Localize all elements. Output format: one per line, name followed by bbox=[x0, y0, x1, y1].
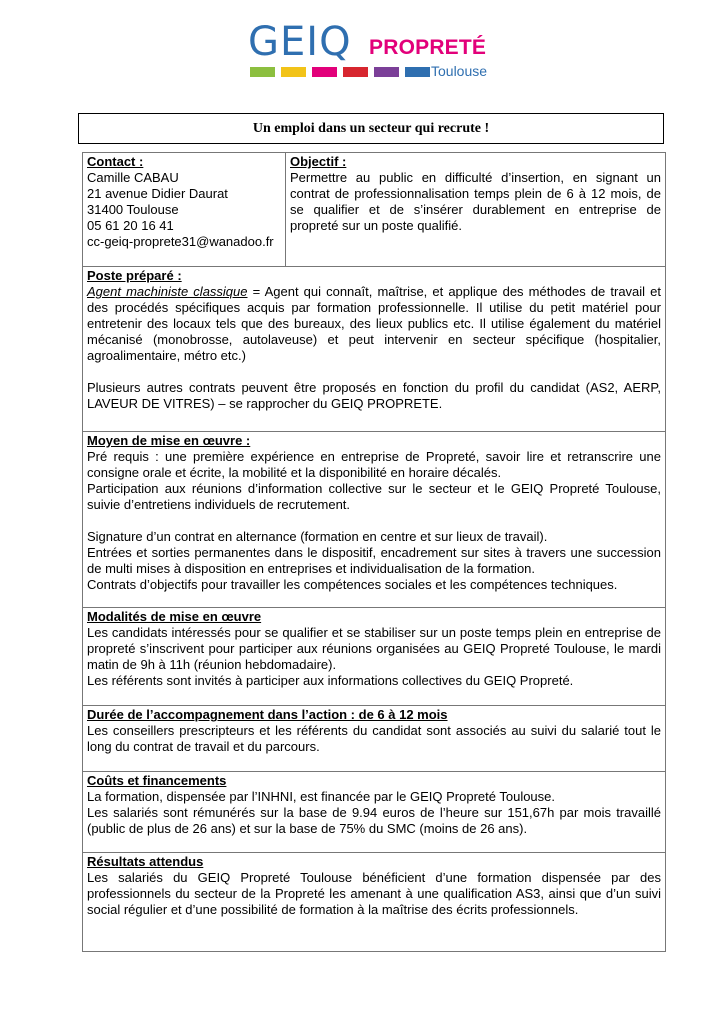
logo-bar bbox=[281, 67, 306, 77]
duration-row bbox=[83, 706, 665, 772]
costs-cell bbox=[83, 772, 665, 837]
position-row bbox=[83, 267, 665, 432]
position-cell bbox=[83, 267, 665, 412]
logo-bar bbox=[312, 67, 337, 77]
logo-bar bbox=[405, 67, 430, 77]
position-text bbox=[87, 284, 661, 364]
means-row bbox=[83, 432, 665, 608]
logo-bar bbox=[250, 67, 275, 77]
means-paragraph: Contrats d’objectifs pour travailler les compétences sociales et les compétences techniques. bbox=[87, 577, 618, 592]
logo-color-bars bbox=[250, 67, 430, 77]
contact-name: Camille CABAU bbox=[87, 170, 179, 185]
geiq-logo bbox=[248, 19, 488, 84]
contact-address-line2: 31400 Toulouse bbox=[87, 202, 179, 217]
title-box bbox=[78, 113, 664, 144]
results-heading: Résultats attendus bbox=[87, 854, 204, 869]
duration-cell bbox=[83, 706, 665, 755]
position-other-contracts: Plusieurs autres contrats peuvent être proposés en fonction du profil du candidat (AS2, AERP, LAVEUR DE VITRES) – se rapprocher du GEIQ PROPRETE. bbox=[87, 380, 661, 411]
means-paragraph: Signature d’un contrat en alternance (formation en centre et sur lieux de travail). bbox=[87, 529, 548, 544]
contact-cell bbox=[83, 153, 286, 266]
means-paragraph: Pré requis : une première expérience en entreprise de Propreté, savoir lire et retranscrire une consigne orale et écrite, la mobilité et la disponibilité en horaire décalés. bbox=[87, 449, 661, 480]
logo-city-text: Toulouse bbox=[431, 63, 488, 79]
logo-geiq-text: GEIQ bbox=[248, 19, 352, 65]
contact-objective-row bbox=[83, 153, 665, 267]
position-role: Agent machiniste classique bbox=[87, 284, 248, 299]
costs-row bbox=[83, 772, 665, 853]
costs-heading: Coûts et financements bbox=[87, 773, 227, 788]
results-cell bbox=[83, 853, 665, 918]
contact-phone: 05 61 20 16 41 bbox=[87, 218, 174, 233]
objective-text: Permettre au public en difficulté d’insertion, en signant un contrat de professionnalisation temps plein de 6 à 12 mois, de se qualifier et de s’insérer durablement en entreprise de propreté sur un poste qualifié. bbox=[290, 170, 661, 233]
costs-paragraph: La formation, dispensée par l’INHNI, est financée par le GEIQ Propreté Toulouse. bbox=[87, 789, 556, 804]
results-paragraph: Les salariés du GEIQ Propreté Toulouse bénéficient d’une formation dispensée par des professionnels du secteur de la Propreté les amenant à une qualification AS3, ainsi que d’un suivi social régulier et d’une possibilité de formation à la maîtrise des écrits professionnels. bbox=[87, 870, 661, 917]
contact-heading: Contact : bbox=[87, 154, 144, 169]
contact-email: cc-geiq-proprete31@wanadoo.fr bbox=[87, 234, 274, 249]
modalities-paragraph: Les candidats intéressés pour se qualifier et se stabiliser sur un poste temps plein en entreprise de propreté s’inscrivent pour participer aux réunions organisées au GEIQ Propreté Toulouse, le mardi matin de 9h à 11h (réunion hebdomadaire). bbox=[87, 625, 661, 672]
objective-cell bbox=[286, 153, 665, 266]
modalities-heading: Modalités de mise en œuvre bbox=[87, 609, 262, 624]
modalities-row bbox=[83, 608, 665, 706]
means-cell bbox=[83, 432, 665, 593]
page-title: Un emploi dans un secteur qui recrute ! bbox=[252, 120, 490, 136]
results-row bbox=[83, 853, 665, 951]
duration-paragraph: Les conseillers prescripteurs et les référents du candidat sont associés au suivi du salarié tout le long du contrat de travail et du parcours. bbox=[87, 723, 661, 754]
logo-bar bbox=[343, 67, 368, 77]
contact-address-line1: 21 avenue Didier Daurat bbox=[87, 186, 228, 201]
position-description: = Agent qui connaît, maîtrise, et applique des méthodes de travail et des procédés spécifiques acquis par formation professionnelle. Il utilise du petit matériel pour entretenir des locaux tels que des bureaux, des lieux publics etc. Il utilise également du matériel mécanisé (monobrosse, autolaveuse) et peut intervenir en secteur spécifique (hospitalier, agroalimentaire, métro etc.) bbox=[87, 284, 662, 363]
duration-heading: Durée de l’accompagnement dans l’action : de 6 à 12 mois bbox=[87, 707, 448, 722]
means-paragraph: Entrées et sorties permanentes dans le dispositif, encadrement sur sites à travers une succession de multi mises à disposition en entreprises et individualisation de la formation. bbox=[87, 545, 661, 576]
means-heading: Moyen de mise en œuvre : bbox=[87, 433, 251, 448]
costs-paragraph: Les salariés sont rémunérés sur la base de 9.94 euros de l’heure sur 151,67h par mois travaillé (public de plus de 26 ans) et sur la base de 75% du SMC (moins de 26 ans). bbox=[87, 805, 661, 836]
modalities-paragraph: Les référents sont invités à participer aux informations collectives du GEIQ Propreté. bbox=[87, 673, 574, 688]
info-table bbox=[82, 152, 666, 952]
position-heading: Poste préparé : bbox=[87, 268, 182, 283]
modalities-cell bbox=[83, 608, 665, 689]
objective-heading: Objectif : bbox=[290, 154, 347, 169]
means-paragraph: Participation aux réunions d’information collective sur le secteur et le GEIQ Propreté Toulouse, suivie d’entretiens individuels de recrutement. bbox=[87, 481, 661, 512]
logo-proprete-text: PROPRETÉ bbox=[369, 36, 487, 59]
logo-bar bbox=[374, 67, 399, 77]
